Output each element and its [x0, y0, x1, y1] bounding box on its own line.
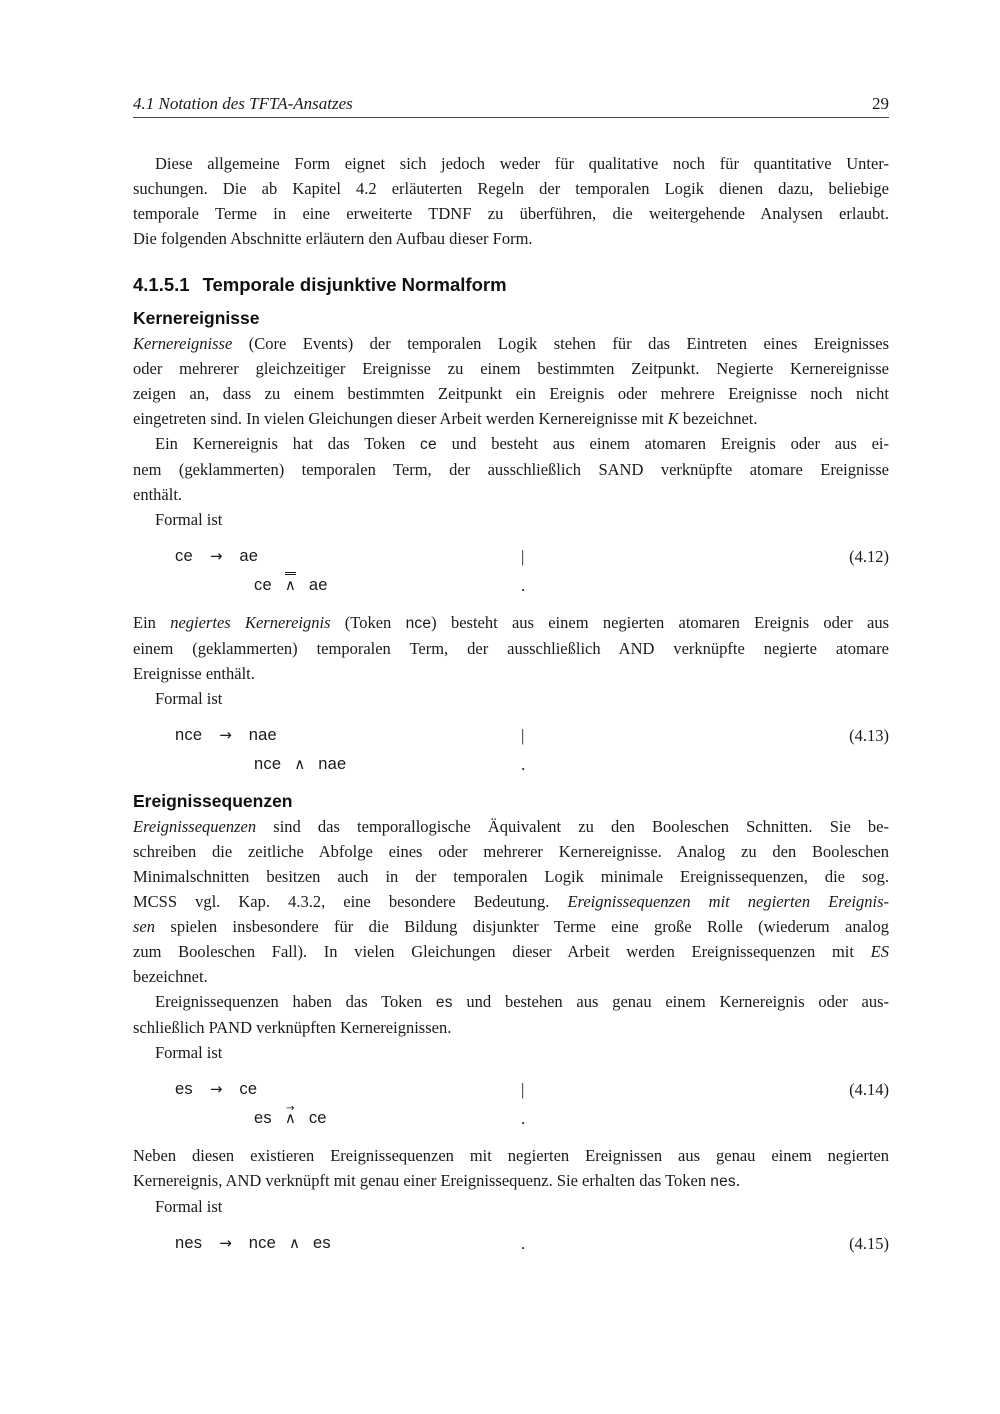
equation-lhs: es → ce — [175, 1080, 258, 1098]
section-heading — [133, 274, 889, 296]
formal-label-3: Formal ist — [155, 1043, 223, 1062]
equation-row — [133, 542, 889, 571]
equation-4-12 — [133, 542, 889, 600]
equation-lhs: ce ∧ ae — [254, 577, 328, 594]
formal-label-4: Formal ist — [155, 1197, 223, 1216]
paragraph-nes: Neben diesen existieren Ereignissequenzen mit negierten Ereignissen aus genau einem negierten Kernereignis, AND verknüpft mit genau einer Ereignissequenz. Sie erhalten das Token nes. — [133, 1146, 889, 1190]
equation-separator: | — [521, 726, 525, 745]
equation-number: (4.12) — [849, 547, 889, 566]
page-body — [133, 151, 889, 1258]
equation-lhs: nes → nce ∧ es — [175, 1234, 331, 1252]
running-head-title: 4.1 Notation des TFTA-Ansatzes — [133, 94, 353, 113]
equation-separator: | — [521, 1080, 525, 1099]
equation-separator: . — [521, 1234, 526, 1253]
equation-number: (4.13) — [849, 726, 889, 745]
header-rule — [133, 117, 889, 118]
formal-label-1: Formal ist — [155, 510, 223, 529]
equation-lhs: nce → nae — [175, 726, 277, 744]
equation-row — [133, 571, 889, 600]
equation-separator: | — [521, 547, 525, 566]
paragraph-negiertes-kernereignis: Ein negiertes Kernereignis (Token nce) besteht aus einem negierten atomaren Ereignis oder aus einem (geklammerten) temporalen Term, der ausschließlich AND verknüpfte negierte atomare Ereignisse enthält. — [133, 613, 890, 683]
paragraph-ereignissequenzen-def: Ereignissequenzen sind das temporallogische Äquivalent zu den Booleschen Schnitten. Sie be- schreiben die zeitliche Abfolge eines oder mehrerer Kernereignisse. Analog zu den Booleschen Minimalschnitten besitzen auch in der temporalen Logik minimale Ereignissequenzen, die sog. MCSS vgl. Kap. 4.3.2, eine besondere Bedeutung. Ereignissequenzen mit negierten Ereignis- sen spielen insbesondere für die Bildung disjunkter Terme eine große Rolle (wiederum analog zum Booleschen Fall). In vielen Gleichungen dieser Arbeit werden Ereignissequenzen mit ES bezeichnet. — [133, 817, 889, 986]
subheading-ereignissequenzen: Ereignissequenzen — [133, 791, 293, 811]
equation-number: (4.15) — [849, 1234, 889, 1253]
equation-row — [133, 1229, 889, 1258]
page-number: 29 — [872, 94, 889, 113]
equation-lhs: es → ∧ ce — [254, 1110, 327, 1127]
subheading-kernereignisse: Kernereignisse — [133, 308, 260, 328]
equation-4-14 — [133, 1075, 889, 1133]
formal-label-2: Formal ist — [155, 689, 223, 708]
paragraph-kernereignisse-def: Kernereignisse (Core Events) der temporalen Logik stehen für das Eintreten eines Ereignisses oder mehrerer gleichzeitiger Ereignisse zu einem bestimmten Zeitpunkt. Negierte Kernereignisse zeigen an, dass zu einem bestimmten Zeitpunkt ein Ereignis oder mehrere Ereignisse noch nicht eingetreten sind. In vielen Gleichungen dieser Arbeit werden Kernereignisse mit K bezeichnet. — [133, 334, 889, 428]
equation-separator: . — [521, 576, 526, 595]
paragraph-kernereignis-token: Ein Kernereignis hat das Token ce und besteht aus einem atomaren Ereignis oder aus ei- nem (geklammerten) temporalen Term, der ausschließlich SAND verknüpfte atomare Ereignisse enthält. — [133, 434, 890, 504]
page-content — [133, 93, 889, 1268]
equation-separator: . — [521, 755, 526, 774]
equation-row — [133, 750, 889, 779]
equation-lhs: ce → ae — [175, 547, 259, 565]
running-header — [133, 93, 889, 114]
equation-separator: . — [521, 1109, 526, 1128]
equation-number: (4.14) — [849, 1080, 889, 1099]
equation-4-13 — [133, 721, 889, 779]
equation-row — [133, 721, 889, 750]
section-title: Temporale disjunktive Normalform — [202, 274, 507, 295]
equation-4-15 — [133, 1229, 889, 1258]
paragraph-intro: Diese allgemeine Form eignet sich jedoch weder für qualitative noch für quantitative Unter- suchungen. Die ab Kapitel 4.2 erläuterten Regeln der temporalen Logik dienen dazu, beliebige temporale Terme in eine erweiterte TDNF zu überführen, die weitergehende Analysen erlaubt. Die folgenden Abschnitte erläutern den Aufbau dieser Form. — [133, 154, 889, 248]
equation-lhs: nce ∧ nae — [254, 755, 347, 773]
paragraph-ereignissequenzen-token: Ereignissequenzen haben das Token es und bestehen aus genau einem Kernereignis oder aus- schließlich PAND verknüpften Kernereignissen. — [133, 992, 889, 1037]
equation-row — [133, 1075, 889, 1104]
equation-row — [133, 1104, 889, 1133]
section-number: 4.1.5.1 — [133, 274, 190, 295]
